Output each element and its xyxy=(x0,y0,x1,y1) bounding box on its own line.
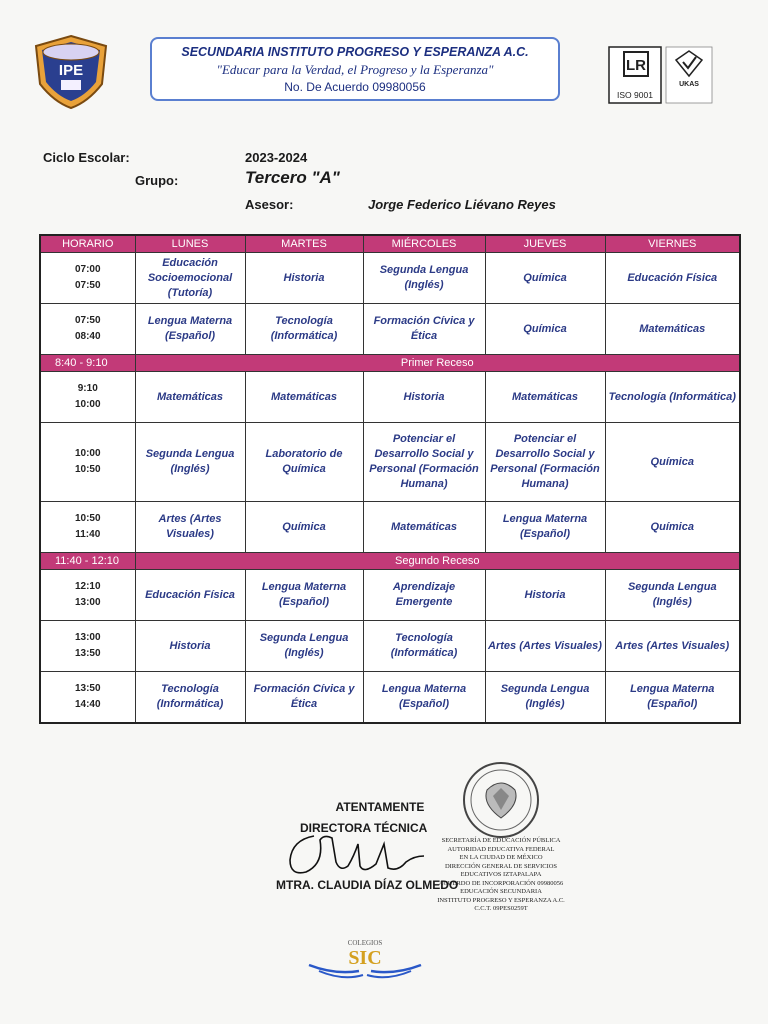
subject-cell: Química xyxy=(605,502,740,553)
subject-cell: Segunda Lengua (Inglés) xyxy=(363,253,485,304)
group-value: Tercero "A" xyxy=(245,168,340,187)
group-label: Grupo: xyxy=(135,173,179,188)
advisor-name: Jorge Federico Liévano Reyes xyxy=(368,197,556,212)
subject-cell: Tecnología (Informática) xyxy=(245,304,363,355)
seal-text-line: ACUERDO DE INCORPORACIÓN 09980056 xyxy=(438,879,564,887)
period-start: 13:00 xyxy=(74,632,101,643)
svg-text:SIC: SIC xyxy=(348,947,382,969)
subject-cell: Tecnología (Informática) xyxy=(605,372,740,423)
svg-text:UKAS: UKAS xyxy=(679,81,699,88)
header-lunes: LUNES xyxy=(135,235,245,253)
official-seal xyxy=(460,760,542,840)
period-start: 12:10 xyxy=(74,581,101,592)
seal-text-line: AUTORIDAD EDUCATIVA FEDERAL xyxy=(447,845,555,853)
header-viernes: VIERNES xyxy=(605,235,740,253)
schedule-header-row xyxy=(40,235,740,253)
period-time xyxy=(40,304,135,355)
subject-cell: Historia xyxy=(135,621,245,672)
period-start: 13:50 xyxy=(74,683,101,694)
advisor-label: Asesor: xyxy=(245,197,294,212)
period-end: 10:50 xyxy=(74,464,101,475)
period-start: 9:10 xyxy=(77,383,98,394)
subject-cell: Educación Socioemocional (Tutoría) xyxy=(135,253,245,304)
subject-cell: Lengua Materna (Español) xyxy=(605,672,740,724)
subject-cell: Potenciar el Desarrollo Social y Personal (Formación Humana) xyxy=(485,423,605,502)
header-jueves: JUEVES xyxy=(485,235,605,253)
subject-cell: Lengua Materna (Español) xyxy=(135,304,245,355)
class-period-row xyxy=(40,423,740,502)
school-motto: "Educar para la Verdad, el Progreso y la Esperanza" xyxy=(216,62,494,77)
period-time xyxy=(40,570,135,621)
agreement-number: No. De Acuerdo 09980056 xyxy=(284,80,426,94)
period-time xyxy=(40,423,135,502)
subject-cell: Química xyxy=(245,502,363,553)
seal-text-line: C.C.T. 09PES0259T xyxy=(474,905,528,912)
period-end: 11:40 xyxy=(75,529,101,540)
subject-cell: Historia xyxy=(245,253,363,304)
subject-cell: Potenciar el Desarrollo Social y Personal (Formación Humana) xyxy=(363,423,485,502)
recess-label: Segundo Receso xyxy=(135,553,740,570)
recess-row xyxy=(40,553,740,570)
subject-cell: Segunda Lengua (Inglés) xyxy=(245,621,363,672)
period-end: 08:40 xyxy=(74,331,101,342)
header-miercoles: MIÉRCOLES xyxy=(363,235,485,253)
director-title: DIRECTORA TÉCNICA xyxy=(300,821,428,835)
period-start: 10:50 xyxy=(74,513,101,524)
school-logo xyxy=(28,32,114,112)
director-name: MTRA. CLAUDIA DÍAZ OLMEDO xyxy=(276,878,459,892)
iso-certification-logo xyxy=(608,46,714,106)
school-name: SECUNDARIA INSTITUTO PROGRESO Y ESPERANZA A.C. xyxy=(181,45,529,59)
colegios-sic-logo xyxy=(305,935,425,985)
subject-cell: Lengua Materna (Español) xyxy=(485,502,605,553)
subject-cell: Educación Física xyxy=(135,570,245,621)
period-end: 13:50 xyxy=(74,648,101,659)
subject-cell: Matemáticas xyxy=(245,372,363,423)
period-end: 13:00 xyxy=(74,597,101,608)
seal-text-line: EN LA CIUDAD DE MÉXICO xyxy=(459,854,543,861)
recess-time: 11:40 - 12:10 xyxy=(40,553,135,570)
school-header xyxy=(150,37,560,101)
period-time xyxy=(40,372,135,423)
seal-text-line: EDUCATIVOS IZTAPALAPA xyxy=(460,871,542,878)
period-start: 07:50 xyxy=(74,315,101,326)
subject-cell: Matemáticas xyxy=(363,502,485,553)
logo-initials: IPE xyxy=(58,62,84,79)
subject-cell: Laboratorio de Química xyxy=(245,423,363,502)
period-start: 10:00 xyxy=(74,448,101,459)
class-period-row xyxy=(40,253,740,304)
subject-cell: Historia xyxy=(485,570,605,621)
subject-cell: Educación Física xyxy=(605,253,740,304)
class-period-row xyxy=(40,372,740,423)
period-time xyxy=(40,621,135,672)
svg-text:LR: LR xyxy=(626,57,646,74)
period-time xyxy=(40,253,135,304)
seal-text-line: DIRECCIÓN GENERAL DE SERVICIOS xyxy=(444,862,558,870)
handwritten-signature xyxy=(284,826,444,886)
header-horario: HORARIO xyxy=(40,235,135,253)
recess-row xyxy=(40,355,740,372)
svg-text:ISO 9001: ISO 9001 xyxy=(617,90,653,100)
cycle-value: 2023-2024 xyxy=(245,150,308,165)
seal-text-block xyxy=(436,837,566,914)
subject-cell: Aprendizaje Emergente xyxy=(363,570,485,621)
subject-cell: Artes (Artes Visuales) xyxy=(485,621,605,672)
subject-cell: Química xyxy=(485,253,605,304)
subject-cell: Lengua Materna (Español) xyxy=(363,672,485,724)
class-period-row xyxy=(40,304,740,355)
recess-label: Primer Receso xyxy=(135,355,740,372)
seal-text-line: INSTITUTO PROGRESO Y ESPERANZA A.C. xyxy=(437,896,565,904)
subject-cell: Química xyxy=(605,423,740,502)
subject-cell: Segunda Lengua (Inglés) xyxy=(605,570,740,621)
class-period-row xyxy=(40,672,740,724)
subject-cell: Química xyxy=(485,304,605,355)
class-period-row xyxy=(40,502,740,553)
closing-salutation: ATENTAMENTE xyxy=(335,800,425,814)
subject-cell: Segunda Lengua (Inglés) xyxy=(135,423,245,502)
period-end: 14:40 xyxy=(74,699,101,710)
subject-cell: Matemáticas xyxy=(485,372,605,423)
subject-cell: Artes (Artes Visuales) xyxy=(135,502,245,553)
subject-cell: Artes (Artes Visuales) xyxy=(605,621,740,672)
period-end: 07:50 xyxy=(74,280,101,291)
subject-cell: Lengua Materna (Español) xyxy=(245,570,363,621)
subject-cell: Matemáticas xyxy=(605,304,740,355)
seal-text-line: EDUCACIÓN SECUNDARIA xyxy=(460,888,542,895)
period-end: 10:00 xyxy=(74,399,101,410)
schedule-table xyxy=(39,234,741,724)
period-time xyxy=(40,672,135,724)
subject-cell: Tecnología (Informática) xyxy=(135,672,245,724)
class-period-row xyxy=(40,570,740,621)
header-martes: MARTES xyxy=(245,235,363,253)
subject-cell: Formación Cívica y Ética xyxy=(363,304,485,355)
subject-cell: Tecnología (Informática) xyxy=(363,621,485,672)
subject-cell: Formación Cívica y Ética xyxy=(245,672,363,724)
period-time xyxy=(40,502,135,553)
recess-time: 8:40 - 9:10 xyxy=(40,355,135,372)
cycle-label: Ciclo Escolar: xyxy=(43,150,130,165)
svg-text:COLEGIOS: COLEGIOS xyxy=(347,939,383,947)
subject-cell: Segunda Lengua (Inglés) xyxy=(485,672,605,724)
subject-cell: Matemáticas xyxy=(135,372,245,423)
class-period-row xyxy=(40,621,740,672)
period-start: 07:00 xyxy=(74,264,101,275)
subject-cell: Historia xyxy=(363,372,485,423)
seal-text-line: SECRETARÍA DE EDUCACIÓN PÚBLICA xyxy=(441,837,561,844)
